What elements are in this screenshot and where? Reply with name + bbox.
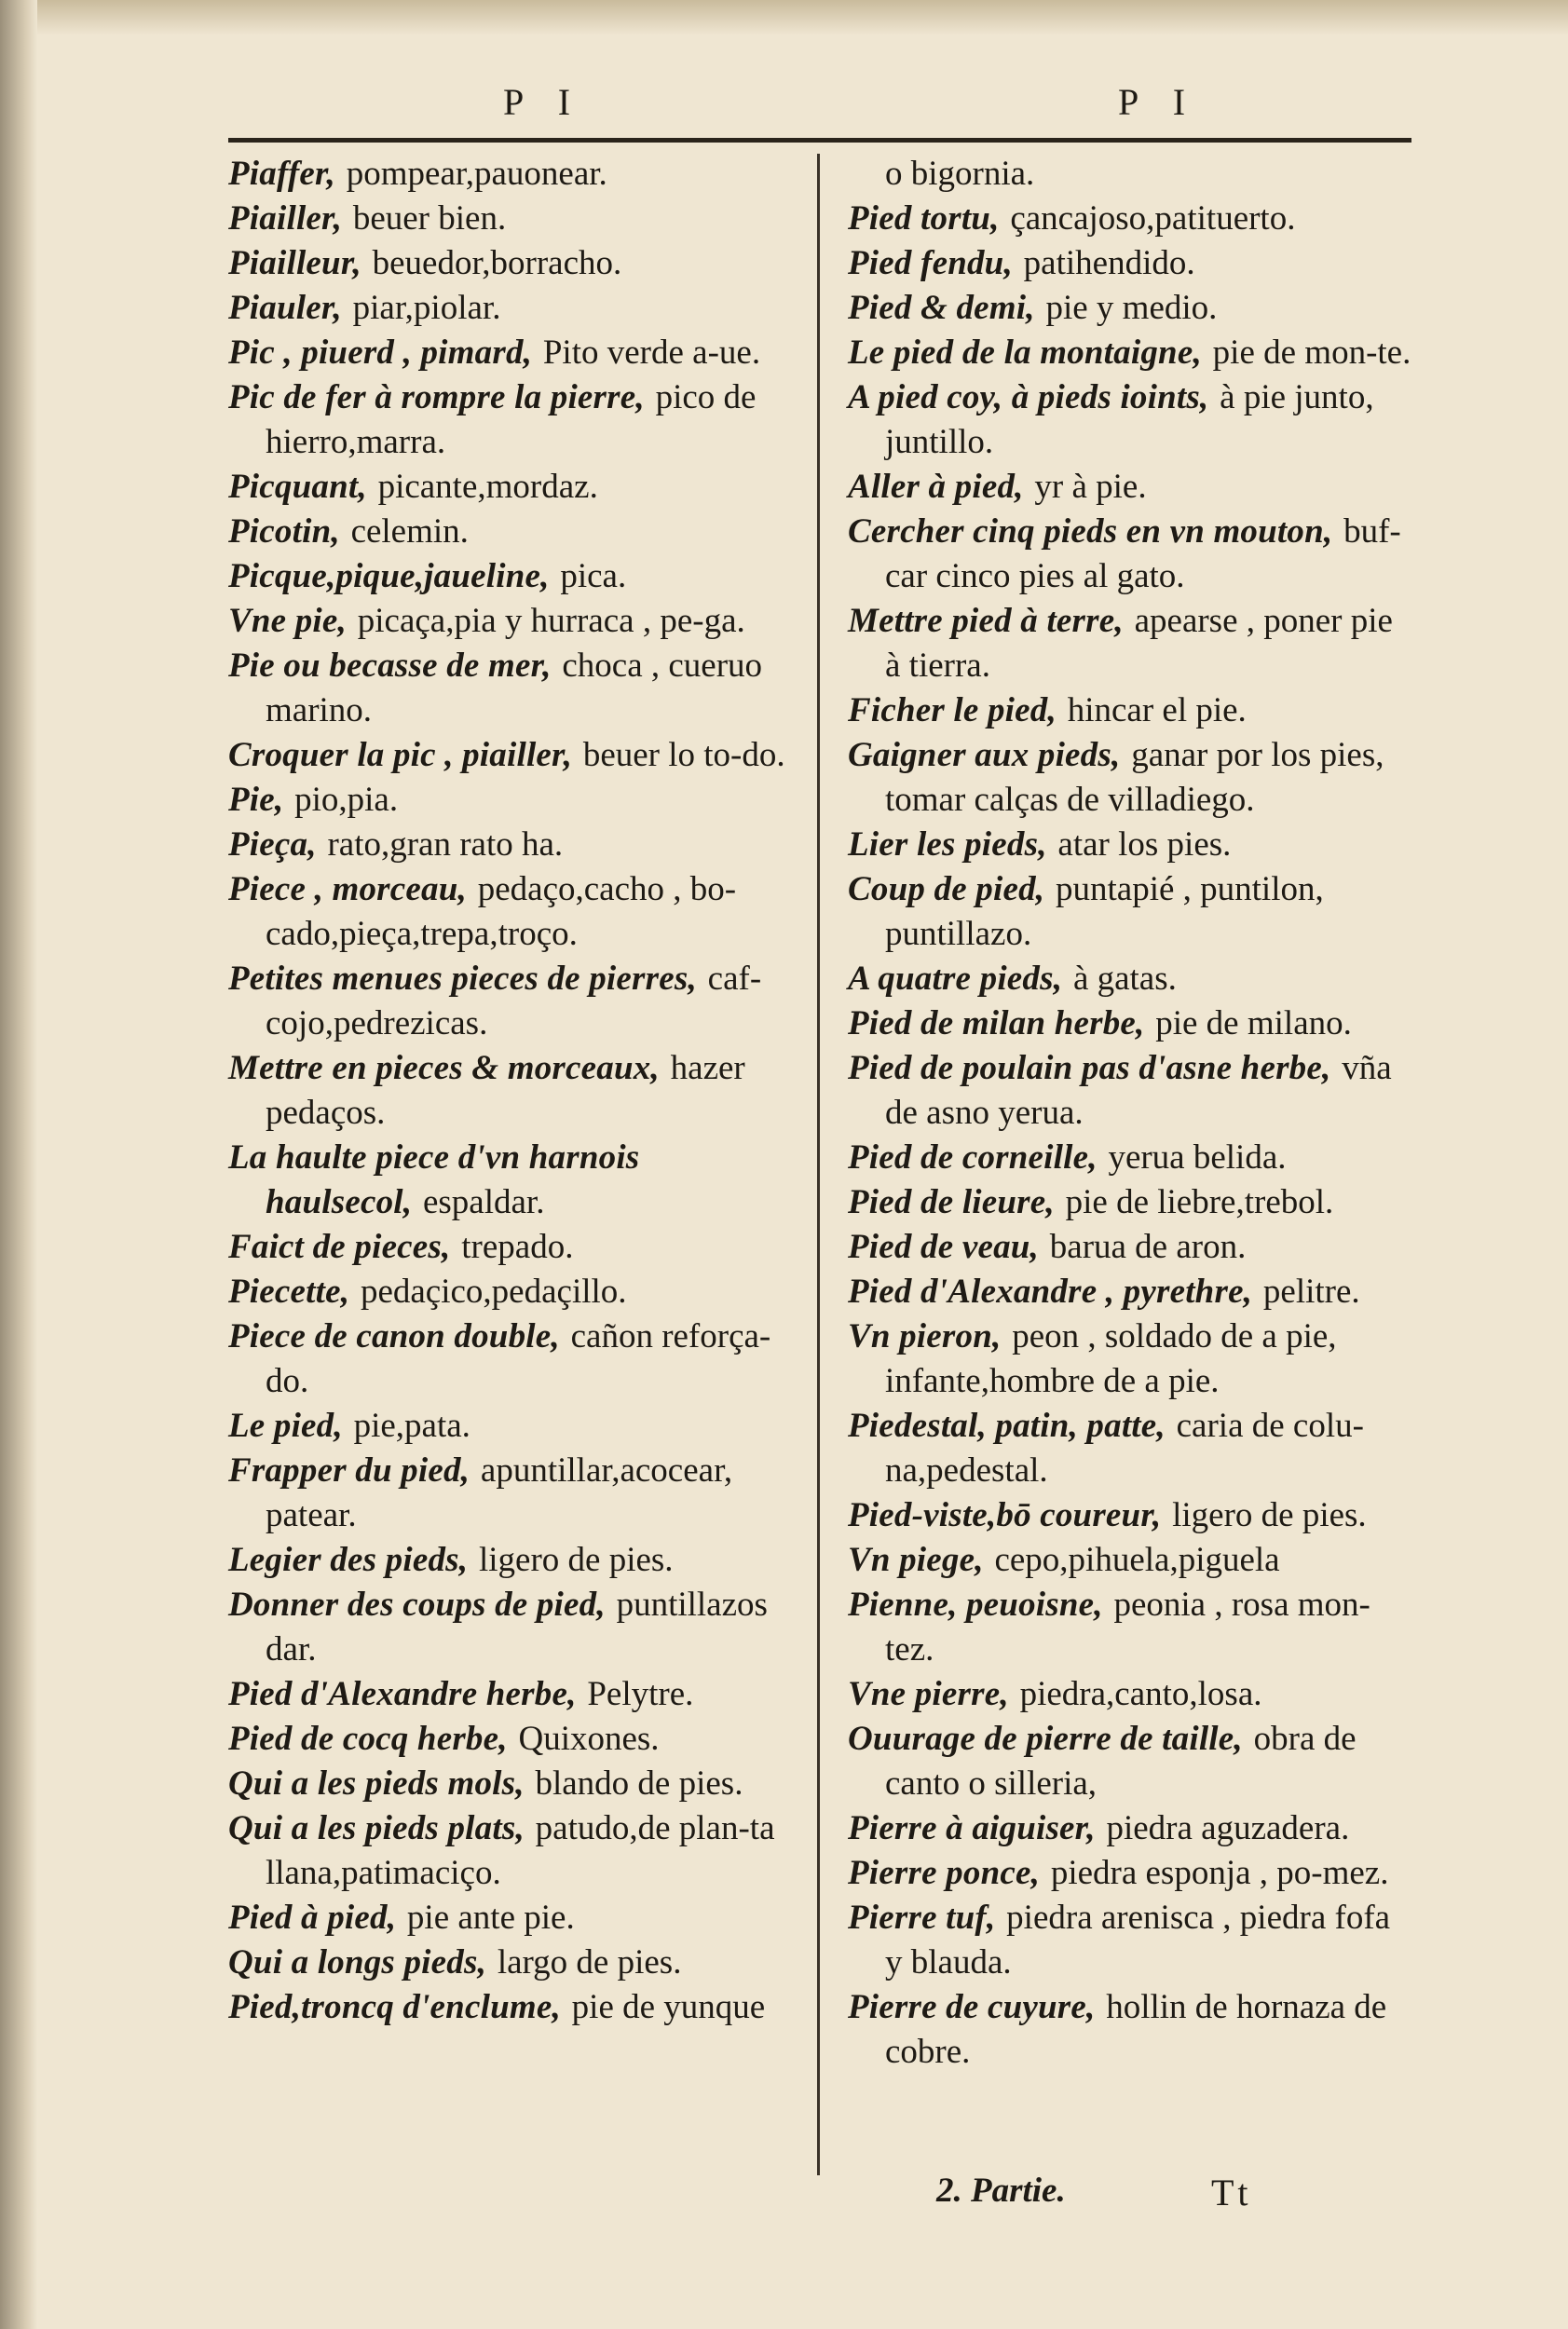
entry-definition: piedra,canto,losa. (1019, 1675, 1262, 1713)
entry-definition: barua de aron. (1049, 1228, 1247, 1266)
dictionary-entry (228, 196, 787, 240)
entry-definition: à pie junto, juntillo. (885, 378, 1374, 461)
entry-definition: trepado. (461, 1228, 574, 1266)
dictionary-entry (228, 285, 787, 330)
entry-headword: Pieça, (228, 825, 317, 864)
entry-definition: à gatas. (1072, 960, 1177, 998)
entry-definition: pompear,pauonear. (346, 155, 607, 193)
dictionary-entry (848, 1850, 1411, 1895)
dictionary-entry (228, 1582, 787, 1671)
entry-definition: caria de colu-na,pedestal. (885, 1407, 1364, 1490)
entry-headword: Legier des pieds, (228, 1541, 469, 1579)
entry-definition: pelitre. (1262, 1273, 1360, 1311)
entry-headword: Pied de cocq herbe, (228, 1720, 508, 1758)
entry-headword: Mettre pied à terre, (848, 602, 1124, 640)
entry-definition: caf-cojo,pedrezicas. (266, 960, 762, 1042)
entry-definition: cepo,pihuela,piguela (994, 1541, 1280, 1579)
dictionary-entry (228, 240, 787, 285)
dictionary-entry (228, 375, 787, 464)
entry-headword: Piailleur, (228, 244, 361, 282)
dictionary-entry (228, 464, 787, 509)
dictionary-entry (228, 1895, 787, 1940)
dictionary-entry (848, 375, 1411, 464)
dictionary-entry (848, 509, 1411, 598)
dictionary-entry (228, 151, 787, 196)
entry-definition: ligero de pies. (478, 1541, 674, 1579)
entry-definition: celemin. (350, 512, 469, 551)
entry-definition: peon , soldado de a pie, infante,hombre de a pie. (885, 1317, 1337, 1400)
entry-headword: Petites menues pieces de pierres, (228, 960, 697, 998)
entry-headword: Gaigner aux pieds, (848, 736, 1121, 774)
entry-definition: pie,pata. (353, 1407, 470, 1445)
page-edge-left (0, 0, 37, 2329)
running-head-right: P I (1118, 81, 1199, 123)
entry-definition: largo de pies. (497, 1943, 682, 1982)
entry-headword: Pierre ponce, (848, 1854, 1041, 1892)
dictionary-entry (848, 822, 1411, 866)
dictionary-entry (848, 1716, 1411, 1805)
dictionary-entry (848, 240, 1411, 285)
dictionary-entry (228, 330, 787, 375)
entry-definition: hazer pedaços. (266, 1049, 745, 1132)
left-column (228, 151, 787, 2029)
entry-headword: Pied de veau, (848, 1228, 1039, 1266)
dictionary-entry (228, 643, 787, 732)
dictionary-entry (228, 1984, 787, 2029)
entry-headword: Ouurage de pierre de taille, (848, 1720, 1243, 1758)
dictionary-entry (228, 1045, 787, 1135)
entry-headword: A quatre pieds, (848, 960, 1063, 998)
entry-definition: Pito verde a-ue. (542, 334, 761, 372)
entry-definition: hollin de hornaza de cobre. (885, 1988, 1387, 2071)
entry-definition: Pelytre. (587, 1675, 694, 1713)
entry-definition: obra de canto o silleria, (885, 1720, 1357, 1803)
entry-headword: Pic de fer à rompre la pierre, (228, 378, 645, 416)
entry-headword: Donner des coups de pied, (228, 1586, 606, 1624)
dictionary-entry (848, 151, 1411, 196)
entry-definition: pica. (560, 557, 627, 595)
entry-headword: Pied de poulain pas d'asne herbe, (848, 1049, 1331, 1087)
dictionary-entry (848, 285, 1411, 330)
entry-definition: beuer lo to-do. (582, 736, 785, 774)
dictionary-entry (228, 1403, 787, 1448)
dictionary-entry (228, 1314, 787, 1403)
dictionary-entry (228, 598, 787, 643)
entry-headword: Pied tortu, (848, 199, 1000, 238)
entry-definition: blando de pies. (535, 1764, 743, 1803)
dictionary-entry (848, 1001, 1411, 1045)
entry-headword: Le pied, (228, 1407, 343, 1445)
dictionary-entry (848, 956, 1411, 1001)
right-column (848, 151, 1411, 2074)
entry-headword: Pierre de cuyure, (848, 1988, 1096, 2026)
entry-definition: yr à pie. (1034, 468, 1147, 506)
entry-definition: puntillazos dar. (266, 1586, 768, 1668)
entry-headword: Pied fendu, (848, 244, 1013, 282)
entry-definition: piar,piolar. (352, 289, 501, 327)
entry-definition: pie de mon-te. (1212, 334, 1411, 372)
entry-headword: Qui a les pieds plats, (228, 1809, 525, 1847)
entry-headword: Pied de lieure, (848, 1183, 1055, 1221)
entry-definition: atar los pies. (1057, 825, 1232, 864)
dictionary-page (228, 65, 1411, 2213)
dictionary-entry (848, 1492, 1411, 1537)
dictionary-entry (228, 1448, 787, 1537)
entry-headword: A pied coy, à pieds ioints, (848, 378, 1209, 416)
entry-headword: Piaffer, (228, 155, 335, 193)
dictionary-entry (228, 732, 787, 777)
dictionary-entry (228, 1671, 787, 1716)
dictionary-entry (228, 866, 787, 956)
entry-headword: Piece de canon double, (228, 1317, 560, 1355)
entry-definition: pedaço,cacho , bo-cado,pieça,trepa,troço. (266, 870, 737, 953)
dictionary-entry (848, 732, 1411, 822)
entry-definition: espaldar. (422, 1183, 545, 1221)
entry-definition: pico de hierro,marra. (266, 378, 757, 461)
entry-definition: peonia , rosa mon-tez. (885, 1586, 1370, 1668)
entry-definition: yerua belida. (1108, 1138, 1287, 1177)
dictionary-entry (848, 1179, 1411, 1224)
dictionary-entry (228, 1761, 787, 1805)
dictionary-entry (228, 956, 787, 1045)
entry-headword: Mettre en pieces & morceaux, (228, 1049, 660, 1087)
entry-definition: patudo,de plan-ta llana,patimaciço. (266, 1809, 775, 1892)
entry-definition: apearse , poner pie à tierra. (885, 602, 1393, 685)
part-label: 2. Partie. (936, 2172, 1066, 2210)
entry-headword: Frapper du pied, (228, 1451, 470, 1490)
entry-headword: Pie, (228, 781, 284, 819)
entry-definition: patihendido. (1023, 244, 1195, 282)
entry-definition: picante,mordaz. (377, 468, 598, 506)
entry-definition: choca , cueruo marino. (266, 647, 763, 729)
dictionary-entry (848, 866, 1411, 956)
dictionary-entry (228, 1537, 787, 1582)
entry-headword: Le pied de la montaigne, (848, 334, 1202, 372)
entry-headword: Qui a longs pieds, (228, 1943, 487, 1982)
entry-headword: Pied-viste,bō coureur, (848, 1496, 1162, 1534)
entry-headword: Vne pierre, (848, 1675, 1009, 1713)
entry-definition: pie y medio. (1045, 289, 1218, 327)
dictionary-entry (228, 553, 787, 598)
dictionary-entry (848, 1537, 1411, 1582)
dictionary-entry (848, 1895, 1411, 1984)
entry-headword: Aller à pied, (848, 468, 1024, 506)
dictionary-entry (848, 1805, 1411, 1850)
entry-headword: Cercher cinq pieds en vn mouton, (848, 512, 1333, 551)
dictionary-entry (228, 777, 787, 822)
page-edge-top (0, 0, 1568, 35)
entry-headword: Picquant, (228, 468, 367, 506)
entry-headword: Faict de pieces, (228, 1228, 451, 1266)
dictionary-entry (848, 1269, 1411, 1314)
entry-definition: piedra arenisca , piedra fofa y blauda. (885, 1899, 1391, 1982)
dictionary-entry (228, 1805, 787, 1895)
dictionary-entry (228, 1716, 787, 1761)
entry-definition: hincar el pie. (1067, 691, 1247, 729)
dictionary-entry (848, 1135, 1411, 1179)
entry-headword: Pied de corneille, (848, 1138, 1098, 1177)
entry-definition: beuer bien. (352, 199, 507, 238)
entry-definition: pio,pia. (294, 781, 399, 819)
entry-headword: Croquer la pic , piailler, (228, 736, 573, 774)
dictionary-entry (848, 598, 1411, 688)
entry-definition: piedra aguzadera. (1106, 1809, 1350, 1847)
entry-headword: Picotin, (228, 512, 340, 551)
entry-definition: picaça,pia y hurraca , pe-ga. (357, 602, 745, 640)
entry-definition: pedaçico,pedaçillo. (360, 1273, 627, 1311)
entry-definition: o bigornia. (885, 155, 1035, 193)
entry-headword: Pienne, peuoisne, (848, 1586, 1103, 1624)
running-head-left: P I (503, 81, 584, 123)
dictionary-entry (228, 1135, 787, 1224)
entry-headword: La haulte piece d'vn harnois haulsecol, (228, 1138, 640, 1221)
entry-headword: Vn pieron, (848, 1317, 1002, 1355)
dictionary-entry (228, 509, 787, 553)
entry-definition: pie de yunque (571, 1988, 766, 2026)
signature-mark: Tt (1211, 2172, 1252, 2213)
entry-headword: Vn piege, (848, 1541, 984, 1579)
header-rule (228, 138, 1411, 143)
entry-headword: Piedestal, patin, patte, (848, 1407, 1166, 1445)
entry-headword: Piauler, (228, 289, 342, 327)
entry-definition: rato,gran rato ha. (327, 825, 564, 864)
column-divider (817, 154, 820, 2175)
entry-headword: Pierre tuf, (848, 1899, 996, 1937)
entry-definition: çancajoso,patituerto. (1010, 199, 1296, 238)
dictionary-entry (848, 1045, 1411, 1135)
dictionary-entry (848, 330, 1411, 375)
entry-headword: Pie ou becasse de mer, (228, 647, 552, 685)
entry-headword: Qui a les pieds mols, (228, 1764, 525, 1803)
entry-definition: Quixones. (518, 1720, 660, 1758)
dictionary-entry (848, 1224, 1411, 1269)
dictionary-entry (228, 1269, 787, 1314)
entry-definition: pie de liebre,trebol. (1065, 1183, 1334, 1221)
entry-headword: Pied d'Alexandre herbe, (228, 1675, 577, 1713)
dictionary-entry (228, 822, 787, 866)
entry-headword: Picque,pique,jaueline, (228, 557, 550, 595)
dictionary-entry (848, 1314, 1411, 1403)
dictionary-entry (848, 688, 1411, 732)
entry-definition: ganar por los pies, tomar calças de villadiego. (885, 736, 1384, 819)
entry-headword: Piecette, (228, 1273, 350, 1311)
entry-headword: Coup de pied, (848, 870, 1045, 908)
entry-definition: piedra esponja , po-mez. (1050, 1854, 1389, 1892)
entry-headword: Pied d'Alexandre , pyrethre, (848, 1273, 1253, 1311)
dictionary-entry (848, 464, 1411, 509)
entry-definition: pie de milano. (1155, 1004, 1352, 1042)
entry-definition: cañon reforça-do. (266, 1317, 771, 1400)
entry-headword: Ficher le pied, (848, 691, 1057, 729)
entry-headword: Piece , morceau, (228, 870, 467, 908)
entry-headword: Piailler, (228, 199, 343, 238)
entry-definition: puntapié , puntilon, puntillazo. (885, 870, 1324, 953)
entry-headword: Pied de milan herbe, (848, 1004, 1145, 1042)
entry-definition: buf-car cinco pies al gato. (885, 512, 1401, 595)
dictionary-entry (228, 1224, 787, 1269)
page-footer (936, 2171, 1402, 2211)
entry-headword: Pied & demi, (848, 289, 1035, 327)
entry-headword: Pierre à aiguiser, (848, 1809, 1096, 1847)
entry-definition: apuntillar,acocear, patear. (266, 1451, 733, 1534)
entry-definition: ligero de pies. (1172, 1496, 1367, 1534)
entry-headword: Pied,troncq d'enclume, (228, 1988, 561, 2026)
entry-headword: Vne pie, (228, 602, 347, 640)
entry-definition: vña de asno yerua. (885, 1049, 1392, 1132)
dictionary-entry (848, 1403, 1411, 1492)
entry-headword: Pied à pied, (228, 1899, 397, 1937)
dictionary-entry (848, 1984, 1411, 2074)
dictionary-entry (848, 1582, 1411, 1671)
entry-definition: pie ante pie. (406, 1899, 575, 1937)
dictionary-entry (228, 1940, 787, 1984)
entry-definition: beuedor,borracho. (372, 244, 622, 282)
dictionary-entry (848, 196, 1411, 240)
entry-headword: Lier les pieds, (848, 825, 1047, 864)
entry-headword: Pic , piuerd , pimard, (228, 334, 533, 372)
dictionary-entry (848, 1671, 1411, 1716)
